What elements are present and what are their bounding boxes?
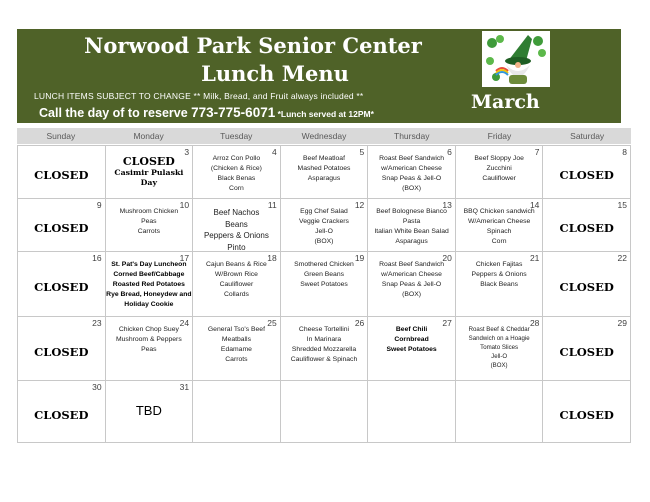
menu-title: Lunch Menu [201,61,349,86]
day-cell [543,317,631,381]
center-name: Norwood Park Senior Center [84,33,422,58]
menu-item: Holiday Cookie [124,301,174,308]
day-number: 13 [442,200,452,210]
menu-items [281,146,368,184]
menu-item: (BOX) [402,185,421,192]
menu-item: W/American Cheese [467,218,531,225]
menu-item: Smothered Chicken [294,261,354,268]
day-cell [281,317,369,381]
weekday-tuesday: Tuesday [220,131,253,141]
menu-item: Snap Peas & Jell-O [381,281,442,288]
day-cell [543,146,631,199]
day-number: 27 [442,318,452,328]
weekday-saturday: Saturday [570,131,605,141]
day-cell [193,146,281,199]
closed-label: CLOSED [34,167,89,182]
day-cell [18,252,106,317]
day-cell [456,252,544,317]
menu-item: Cheese Tortellini [298,326,350,333]
day-cell [456,317,544,381]
day-cell [193,252,281,317]
closed-label: CLOSED [34,279,89,294]
phone-number: 773-775-6071 [191,105,276,120]
menu-item: Carrots [225,356,248,363]
menu-item: Italian White Bean Salad [374,228,449,235]
day-cell [368,381,456,443]
menu-item: Cauliflower & Spinach [290,356,358,363]
closed-label: CLOSED [559,279,614,294]
weekday-wednesday: Wednesday [301,131,347,141]
closed-label: CLOSED [34,407,89,422]
day-number: 5 [359,147,365,157]
day-number: 3 [184,147,190,157]
menu-item: Sandwich on a Hoagie [468,335,530,342]
menu-item: W/Brown Rice [214,271,258,278]
day-cell [193,381,281,443]
menu-item: Snap Peas & Jell-O [381,175,442,182]
day-cell [18,381,106,443]
day-cell [281,199,369,252]
menu-item: Carrots [137,228,160,235]
holiday-closed-title: CLOSED [122,155,175,168]
menu-items [368,146,455,194]
menu-item: Roasted Red Potatoes [112,281,185,288]
menu-item: Mashed Potatoes [297,165,351,172]
menu-item: Peas [141,346,157,353]
closed-label: CLOSED [559,220,614,235]
closed-label: CLOSED [559,407,614,422]
weekday-thursday: Thursday [394,131,430,141]
closed-label: CLOSED [559,167,614,182]
menu-item: Cauliflower [219,281,254,288]
menu-item: Sweet Potatoes [300,281,348,288]
served-time: *Lunch served at 12PM* [275,109,374,119]
menu-item: Peppers & Onions [203,231,269,240]
month-label: March [471,91,540,113]
day-number: 16 [92,253,102,263]
day-cell [368,146,456,199]
menu-item: BBQ Chicken sandwich [463,208,535,215]
menu-item: Beef Chili [395,326,428,333]
day-cell [456,146,544,199]
day-number: 24 [179,318,190,328]
day-cell [18,146,106,199]
day-cell [18,199,106,252]
day-cell [456,381,544,443]
day-number: 14 [529,200,540,210]
menu-item: Beef Meatloaf [303,155,345,162]
menu-item: Jell-O [491,353,508,360]
menu-item: (BOX) [314,238,334,245]
menu-item: Peppers & Onions [471,271,527,278]
menu-item: Egg Chef Salad [300,208,348,215]
menu-item: In Marinara [306,336,342,343]
day-cell [456,199,544,252]
day-cell [18,317,106,381]
day-cell [543,381,631,443]
holiday-name: Casimir Pulaski [114,168,184,177]
menu-item: Spinach [486,228,512,235]
day-cell [368,252,456,317]
menu-item: Beef Bolognese Bianco [376,208,447,215]
day-cell [281,146,369,199]
day-cell [368,199,456,252]
day-number: 12 [354,200,365,210]
menu-item: Chicken Chop Suey [118,326,179,333]
day-number: 29 [617,318,627,328]
day-cell [106,252,194,317]
menu-item: Mushroom Chicken [119,208,179,215]
day-number: 21 [529,253,540,263]
menu-item: Black Beans [480,281,519,288]
menu-item: Beef Nachos [213,208,260,217]
day-cell [193,317,281,381]
calendar [17,128,631,442]
menu-item: Rye Bread, Honeydew and [106,291,192,298]
day-cell [368,317,456,381]
weekday-header [17,128,631,144]
day-number: 11 [267,200,277,210]
day-cell [106,381,194,443]
menu-items [193,199,280,252]
menu-item: w/American Cheese [381,271,442,278]
menu-item: Corned Beef/Cabbage [113,271,185,278]
menu-item: (Chicken & Rice) [210,165,262,172]
menu-item: Cornbread [394,336,429,343]
menu-item: Mushroom & Peppers [115,336,182,343]
day-number: 18 [267,253,277,263]
menu-item: Sweet Potatoes [386,346,437,353]
day-number: 8 [622,147,627,157]
day-number: 23 [92,318,102,328]
day-number: 7 [534,147,540,157]
call-text: Call the day of to reserve [39,106,192,120]
reservation-line [39,105,374,120]
day-cell [106,317,194,381]
menu-item: Arroz Con Pollo [212,155,261,162]
menu-item: Meatballs [221,336,251,343]
gnome-illustration [482,31,550,87]
menu-item: Pinto [227,242,246,252]
day-number: 9 [96,200,102,210]
day-number: 22 [617,253,627,263]
holiday-name: Day [140,178,158,187]
menu-item: Corn [229,185,244,192]
day-number: 28 [529,318,540,328]
lunch-note: LUNCH ITEMS SUBJECT TO CHANGE ** Milk, Bread, and Fruit always included ** [34,91,364,101]
day-cell [281,252,369,317]
menu-item: Veggie Crackers [299,218,349,225]
menu-item: General Tso's Beef [207,326,265,333]
day-cell [543,199,631,252]
day-cell [106,146,194,199]
menu-item: Chicken Fajitas [475,261,523,268]
day-number: 25 [267,318,277,328]
day-cell [193,199,281,252]
day-number: 20 [442,253,452,263]
day-number: 10 [179,200,190,210]
menu-items [193,146,280,194]
day-cell [106,199,194,252]
closed-label: CLOSED [34,220,89,235]
menu-item: Roast Beef Sandwich [379,155,445,162]
tbd-label: TBD [135,403,162,418]
menu-item: Cauliflower [482,175,516,182]
day-number: 19 [354,253,365,263]
menu-item: Collards [223,291,249,298]
weekday-sunday: Sunday [46,131,76,141]
menu-item: Roast Beef & Cheddar [468,326,530,333]
day-number: 6 [447,147,452,157]
day-cell [281,381,369,443]
day-number: 17 [179,253,190,263]
menu-item: Roast Beef Sandwich [379,261,445,268]
menu-item: St. Pat's Day Luncheon [111,261,187,268]
menu-item: Edamame [220,346,252,353]
menu-item: Beef Sloppy Joe [474,155,524,162]
menu-item: (BOX) [490,362,508,369]
day-number: 15 [617,200,627,210]
closed-label: CLOSED [559,344,614,359]
day-number: 26 [354,318,365,328]
day-number: 31 [179,382,190,392]
menu-item: Peas [141,218,157,225]
menu-item: Asparagus [395,238,428,245]
weekday-friday: Friday [487,131,512,141]
day-cell [543,252,631,317]
day-number: 30 [92,382,102,392]
menu-item: Pasta [402,218,421,225]
calendar-grid [17,145,631,443]
menu-item: w/American Cheese [381,165,442,172]
menu-item: Asparagus [307,175,341,182]
weekday-monday: Monday [133,131,164,141]
day-number: 4 [271,147,277,157]
menu-item: (BOX) [402,291,421,298]
closed-label: CLOSED [34,344,89,359]
menu-item: Beans [225,219,248,229]
menu-items [456,146,543,184]
menu-item: Jell-O [315,228,333,235]
menu-item: Zucchini [486,165,512,172]
menu-item: Tomato Slices [480,344,519,351]
menu-item: Green Beans [303,271,345,278]
header-banner [17,29,621,123]
menu-item: Cajun Beans & Rice [206,261,267,268]
gnome-icon [482,31,550,87]
menu-item: Black Benas [217,175,256,182]
menu-item: Corn [491,238,507,245]
menu-item: Shredded Mozzarella [291,346,357,353]
